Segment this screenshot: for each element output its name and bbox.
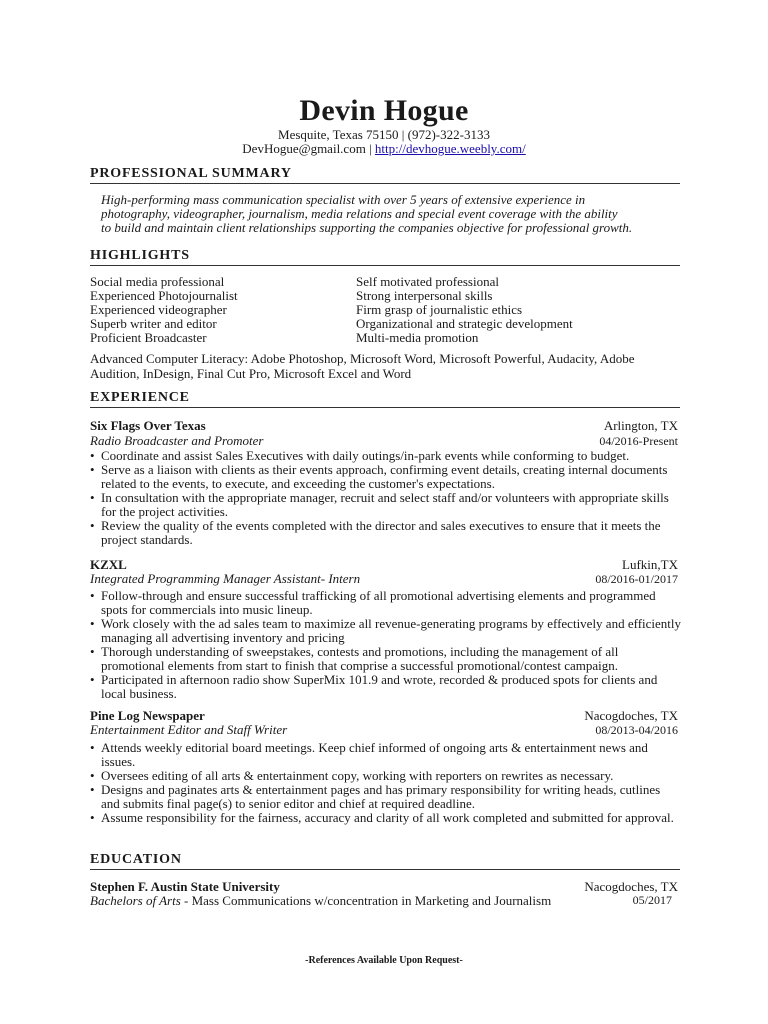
bullet-icon: • [90,616,95,631]
job-dates: 04/2016-Present [599,434,678,448]
section-divider [90,869,680,870]
list-item [90,463,682,491]
contact-separator: | [365,141,375,156]
summary-line: High-performing mass communication specialist with over 5 years of extensive experience in [101,192,586,207]
bullet-icon: • [90,588,95,603]
highlights-right-column [356,275,573,345]
contact-address-phone: Mesquite, Texas 75150 | (972)-322-3133 [278,127,490,142]
bullet-icon: • [90,672,95,687]
bullet-text: Serve as a liaison with clients as their events approach, confirming event details, creating internal documents related to the events, to execute, and exceeding the customer's expectations. [101,462,668,491]
section-title-highlights: HIGHLIGHTS [90,248,190,263]
list-item [90,811,682,825]
bullet-icon: • [90,462,95,477]
section-title-experience: EXPERIENCE [90,390,190,405]
job-company: KZXL [90,557,127,572]
education-degree-line [90,893,551,909]
bullet-icon: • [90,644,95,659]
bullet-text: Participated in afternoon radio show SuperMix 101.9 and wrote, recorded & produced spots for clients and local business. [101,672,658,701]
job-dates: 08/2013-04/2016 [595,723,678,737]
summary-line: photography, videographer, journalism, media relations and special event coverage with the ability [101,206,618,221]
highlight-item: Proficient Broadcaster [90,330,207,345]
bullet-text: In consultation with the appropriate manager, recruit and select staff and/or volunteers with appropriate skills for the project activities. [101,490,669,519]
highlight-item: Firm grasp of journalistic ethics [356,302,523,317]
summary-text [101,193,681,235]
job-company: Six Flags Over Texas [90,418,206,433]
candidate-name: Devin Hogue [299,94,469,127]
job-bullets [90,741,682,825]
section-divider [90,183,680,184]
literacy-line: Advanced Computer Literacy: Adobe Photoshop, Microsoft Word, Microsoft Powerful, Audacity, Adobe [90,351,635,366]
list-item [90,783,682,811]
list-item [90,673,682,701]
list-item [90,741,682,769]
bullet-text: Oversees editing of all arts & entertainment copy, working with reporters on rewrites as necessary. [101,768,614,783]
list-item [90,519,682,547]
contact-email: DevHogue@gmail.com [242,141,366,156]
website-link[interactable]: http://devhogue.weebly.com/ [374,141,526,156]
highlight-item: Social media professional [90,274,225,289]
highlight-item: Strong interpersonal skills [356,288,493,303]
summary-line: to build and maintain client relationships supporting the companies objective for professional growth. [101,220,633,235]
list-item [90,645,682,673]
computer-literacy [90,351,680,381]
education-location: Nacogdoches, TX [584,879,678,894]
job-bullets [90,449,682,547]
highlight-item: Organizational and strategic development [356,316,573,331]
section-divider [90,265,680,266]
job-dates: 08/2016-01/2017 [595,572,678,586]
highlights-left-column [90,275,238,345]
job-bullets [90,589,682,701]
list-item [90,589,682,617]
list-item [90,769,682,783]
bullet-icon: • [90,518,95,533]
job-company: Pine Log Newspaper [90,708,205,723]
job-location: Arlington, TX [603,418,678,433]
bullet-icon: • [90,490,95,505]
bullet-icon: • [90,740,95,755]
bullet-text: Designs and paginates arts & entertainment pages and has primary responsibility for writing heads, cutlines and submits final page(s) to senior editor and chief at required deadline. [101,782,661,811]
bullet-text: Work closely with the ad sales team to maximize all revenue-generating programs by effectively and efficiently managing all advertising inventory and pricing [101,616,682,645]
section-divider [90,407,680,408]
bullet-text: Review the quality of the events completed with the director and sales executives to ensure that it meets the project standards. [101,518,661,547]
contact-email-web [0,142,768,156]
education-date: 05/2017 [632,893,672,907]
job-role: Integrated Programming Manager Assistant- Intern [90,571,361,586]
job-role: Radio Broadcaster and Promoter [90,433,264,448]
education-degree: Bachelors of Arts [90,893,181,908]
section-title-education: EDUCATION [90,852,182,867]
bullet-text: Coordinate and assist Sales Executives with daily outings/in-park events while conforming to budget. [101,448,630,463]
education-detail: - Mass Communications w/concentration in Marketing and Journalism [180,893,552,908]
bullet-text: Attends weekly editorial board meetings. Keep chief informed of ongoing arts & entertainment news and issues. [101,740,648,769]
highlight-item: Multi-media promotion [356,330,479,345]
highlight-item: Experienced Photojournalist [90,288,238,303]
highlight-item: Self motivated professional [356,274,499,289]
education-school: Stephen F. Austin State University [90,879,280,894]
bullet-text: Assume responsibility for the fairness, accuracy and clarity of all work completed and submitted for approval. [101,810,674,825]
list-item [90,491,682,519]
bullet-icon: • [90,810,95,825]
job-role: Entertainment Editor and Staff Writer [90,722,288,737]
bullet-icon: • [90,768,95,783]
list-item [90,617,682,645]
bullet-icon: • [90,448,95,463]
bullet-text: Thorough understanding of sweepstakes, contests and promotions, including the management of all promotional elements from start to finish that comprise a successful promotional/contest campaign. [101,644,619,673]
highlight-item: Experienced videographer [90,302,227,317]
bullet-text: Follow-through and ensure successful trafficking of all promotional advertising elements and programmed spots for commercials into music lineup. [101,588,656,617]
job-location: Nacogdoches, TX [584,708,678,723]
references-note: -References Available Upon Request- [305,955,463,966]
job-location: Lufkin,TX [622,557,678,572]
section-title-summary: PROFESSIONAL SUMMARY [90,166,292,181]
bullet-icon: • [90,782,95,797]
highlight-item: Superb writer and editor [90,316,217,331]
literacy-line: Audition, InDesign, Final Cut Pro, Microsoft Excel and Word [90,366,412,381]
list-item [90,449,682,463]
